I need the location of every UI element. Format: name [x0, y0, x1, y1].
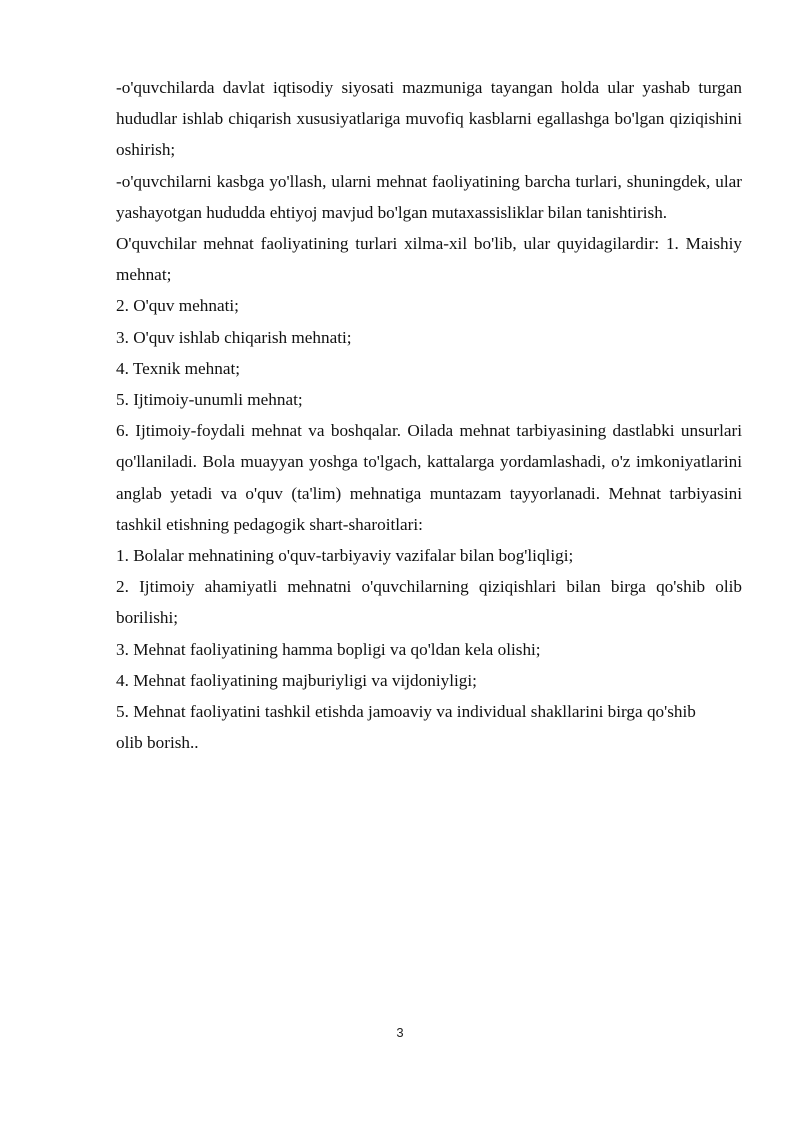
list-item: 4. Texnik mehnat;	[116, 358, 241, 378]
list-item: 2. Ijtimoiy ahamiyatli mehnatni o'quvchilarning qiziqishlari bilan birga qo'shib olib borilishi;	[116, 577, 742, 628]
paragraph: 6. Ijtimoiy-foydali mehnat va boshqalar. Oilada mehnat tarbiyasining dastlabki unsurlari qo'llaniladi. Bola muayyan yoshga to'lgach, kattalarga yordamlashadi, o'z imkoniyatlarini anglab yetadi va o'quv (ta'lim) mehnatiga muntazam tayyorlanadi. Mehnat tarbiyasini tashkil etishning pedagogik shart-sharoitlari:	[116, 421, 742, 534]
list-item: 3. O'quv ishlab chiqarish mehnati;	[116, 327, 352, 347]
list-item: 2. O'quv mehnati;	[116, 296, 239, 316]
page-body	[116, 72, 742, 758]
paragraph: -o'quvchilarda davlat iqtisodiy siyosati mazmuniga tayangan holda ular yashab turgan hududlar ishlab chiqarish xususiyatlariga muvofiq kasblarni egallashga bo'lgan qiziqishini oshirish;	[116, 78, 742, 160]
page-number: 3	[396, 1025, 404, 1040]
list-item: 5. Mehnat faoliyatini tashkil etishda jamoaviy va individual shakllarini birga qo'shib olib borish..	[116, 702, 696, 753]
list-item: 4. Mehnat faoliyatining majburiyligi va vijdoniyligi;	[116, 670, 477, 690]
list-item: 5. Ijtimoiy-unumli mehnat;	[116, 390, 303, 410]
paragraph: O'quvchilar mehnat faoliyatining turlari xilma-xil bo'lib, ular quyidagilardir: 1. Maishiy mehnat;	[116, 234, 742, 285]
paragraph: -o'quvchilarni kasbga yo'llash, ularni mehnat faoliyatining barcha turlari, shuningdek, ular yashayotgan hududda ehtiyoj mavjud bo'lgan mutaxassisliklar bilan tanishtirish.	[116, 171, 742, 222]
list-item: 3. Mehnat faoliyatining hamma bopligi va qo'ldan kela olishi;	[116, 639, 541, 659]
list-item: 1. Bolalar mehnatining o'quv-tarbiyaviy vazifalar bilan bog'liqligi;	[116, 546, 574, 566]
